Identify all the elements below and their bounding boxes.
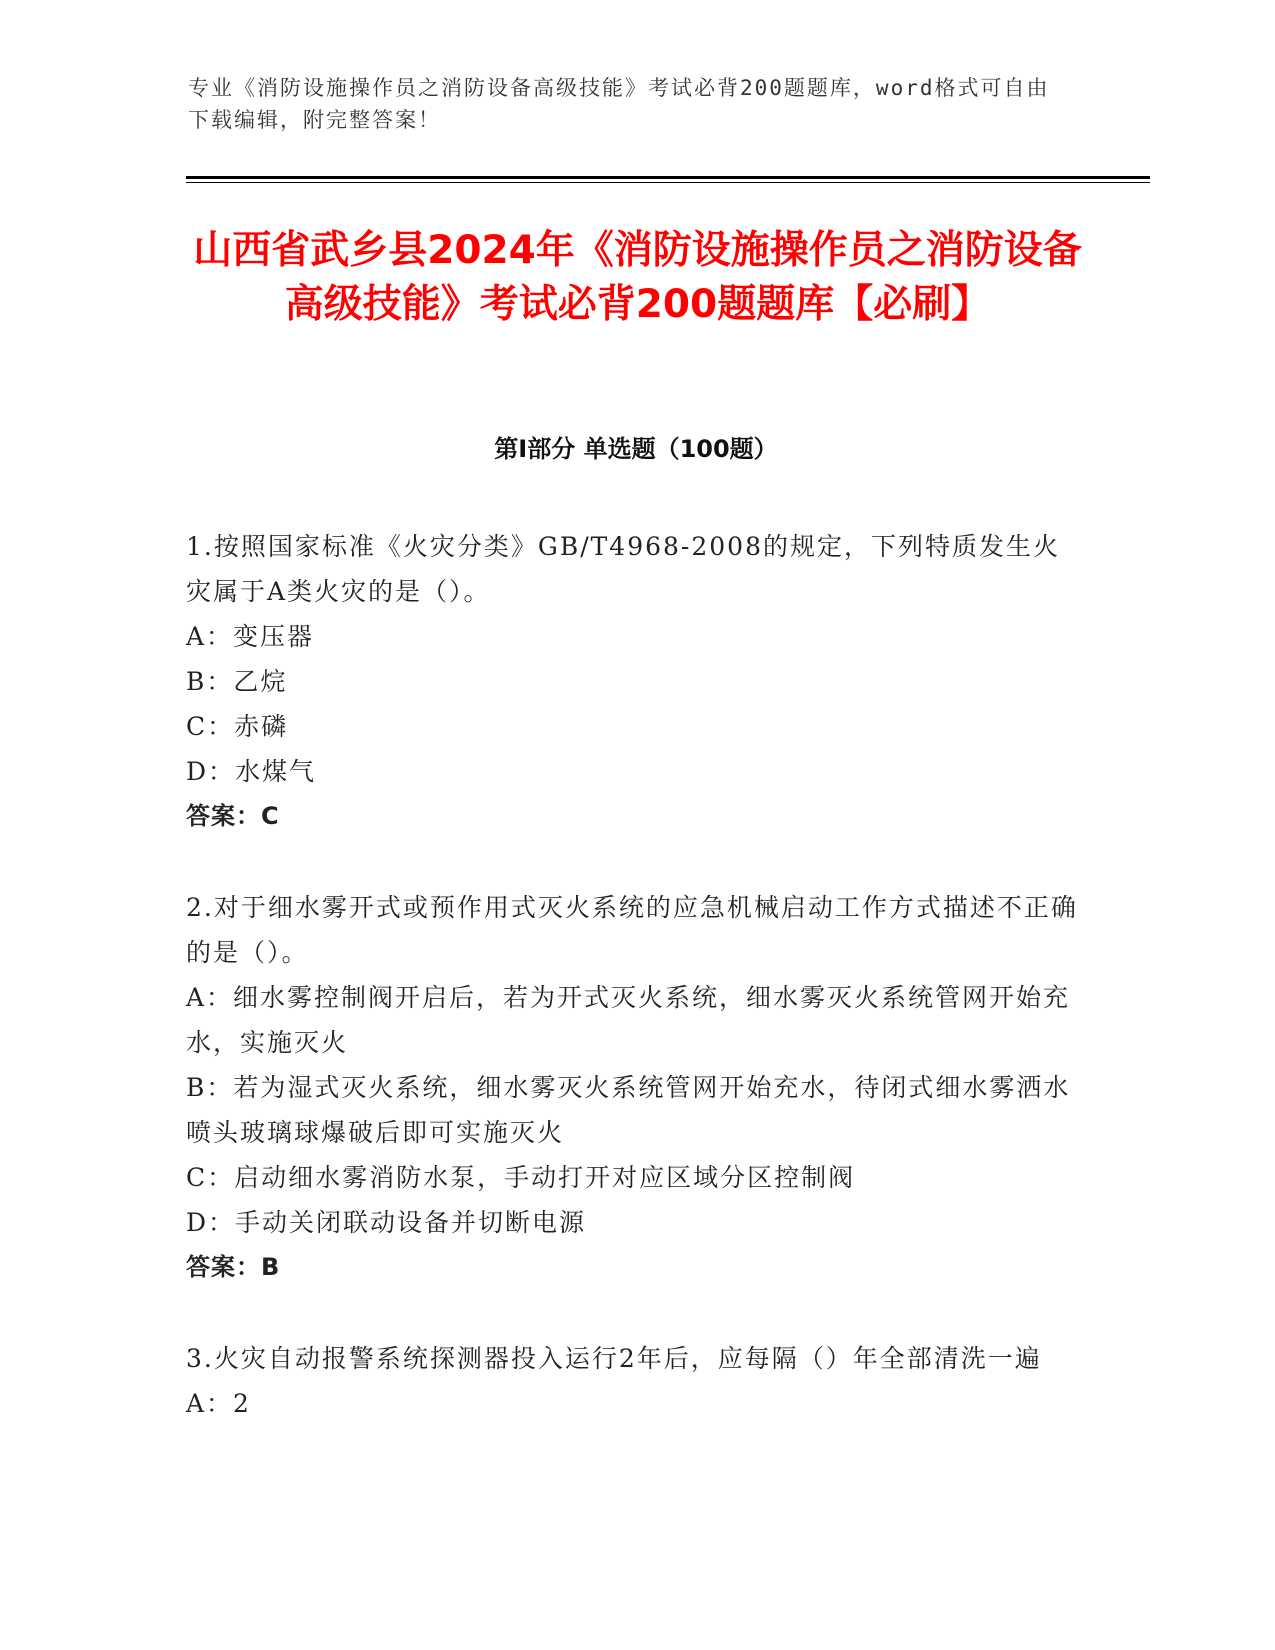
option-b: B：乙烷 — [186, 667, 288, 696]
question-list — [186, 524, 1086, 1472]
question-stem: 3.火灾自动报警系统探测器投入运行2年后，应每隔（）年全部清洗一遍 — [186, 1344, 1042, 1373]
header-rule-thick — [186, 176, 1150, 179]
question-1 — [186, 524, 1086, 839]
option-d: D：水煤气 — [186, 757, 317, 786]
document-title: 山西省武乡县2024年《消防设施操作员之消防设备高级技能》考试必背200题题库【必刷】 — [193, 228, 1082, 327]
option-a: A：变压器 — [186, 622, 315, 651]
option-b: B：若为湿式灭火系统，细水雾灭火系统管网开始充水，待闭式细水雾洒水喷头玻璃球爆破后即可实施灭火 — [186, 1073, 1071, 1147]
section-heading: 第Ⅰ部分 单选题（100题） — [494, 435, 778, 463]
header-note: 专业《消防设施操作员之消防设备高级技能》考试必背200题题库，word格式可自由下载编辑，附完整答案！ — [188, 76, 1050, 132]
option-c: C：启动细水雾消防水泵，手动打开对应区域分区控制阀 — [186, 1163, 856, 1192]
option-a: A：细水雾控制阀开启后，若为开式灭火系统，细水雾灭火系统管网开始充水，实施灭火 — [186, 983, 1071, 1057]
header-rule-thin — [186, 182, 1150, 183]
answer-line: 答案：B — [186, 1253, 281, 1281]
question-stem: 2.对于细水雾开式或预作用式灭火系统的应急机械启动工作方式描述不正确的是（）。 — [186, 893, 1078, 967]
option-a: A：2 — [186, 1389, 251, 1418]
question-3 — [186, 1336, 1086, 1426]
question-2 — [186, 885, 1086, 1290]
answer-line: 答案：C — [186, 802, 280, 830]
option-c: C：赤磷 — [186, 712, 289, 741]
question-stem: 1.按照国家标准《火灾分类》GB/T4968-2008的规定，下列特质发生火灾属于A类火灾的是（）。 — [186, 532, 1060, 606]
option-d: D：手动关闭联动设备并切断电源 — [186, 1208, 587, 1237]
